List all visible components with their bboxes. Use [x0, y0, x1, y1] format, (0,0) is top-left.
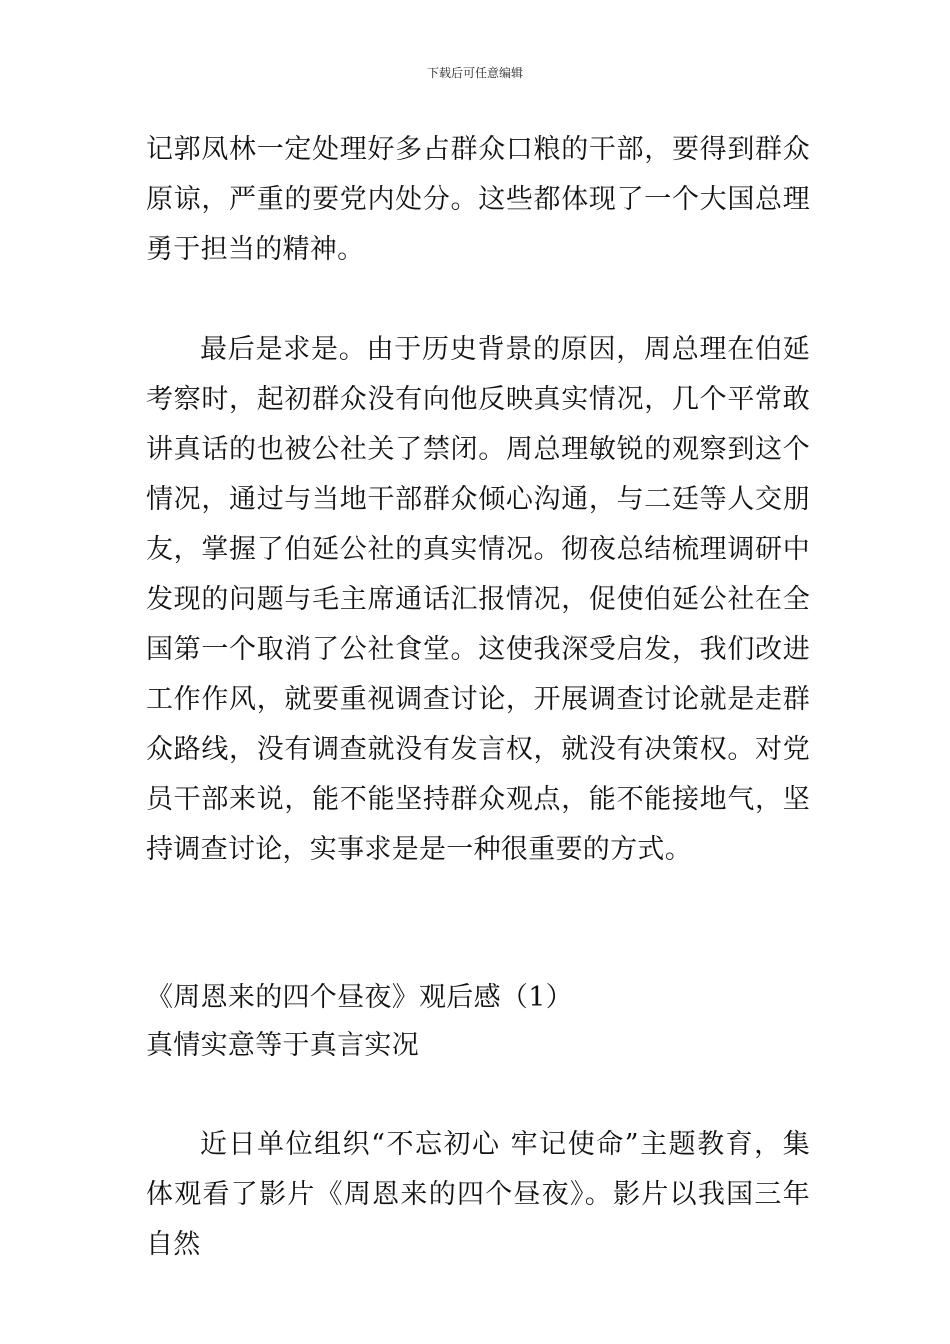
- section-subtitle: 真情实意等于真言实况: [146, 1030, 419, 1061]
- section-title: 《周恩来的四个昼夜》观后感（1）: [146, 982, 573, 1013]
- page-header-note: 下载后可任意编辑: [426, 66, 523, 80]
- paragraph-intro: 近日单位组织“不忘初心 牢记使命”主题教育，集体观看了影片《周恩来的四个昼夜》。影片以我国三年自然: [146, 1129, 810, 1260]
- paragraph-seeking-truth: 最后是求是。由于历史背景的原因，周总理在伯延考察时，起初群众没有向他反映真实情况，几个平常敢讲真话的也被公社关了禁闭。周总理敏锐的观察到这个情况，通过与当地干部群众倾心沟通，与二廷等人交朋友，掌握了伯延公社的真实情况。彻夜总结梳理调研中发现的问题与毛主席通话汇报情况，促使伯延公社在全国第一个取消了公社食堂。这使我深受启发，我们改进工作作风，就要重视调查讨论，开展调查讨论就是走群众路线，没有调查就没有发言权，就没有决策权。对党员干部来说，能不能坚持群众观点，能不能接地气，坚持调查讨论，实事求是是一种很重要的方式。: [146, 334, 810, 865]
- paragraph-continuation: 记郭凤林一定处理好多占群众口粮的干部，要得到群众原谅，严重的要党内处分。这些都体现了一个大国总理勇于担当的精神。: [146, 134, 810, 265]
